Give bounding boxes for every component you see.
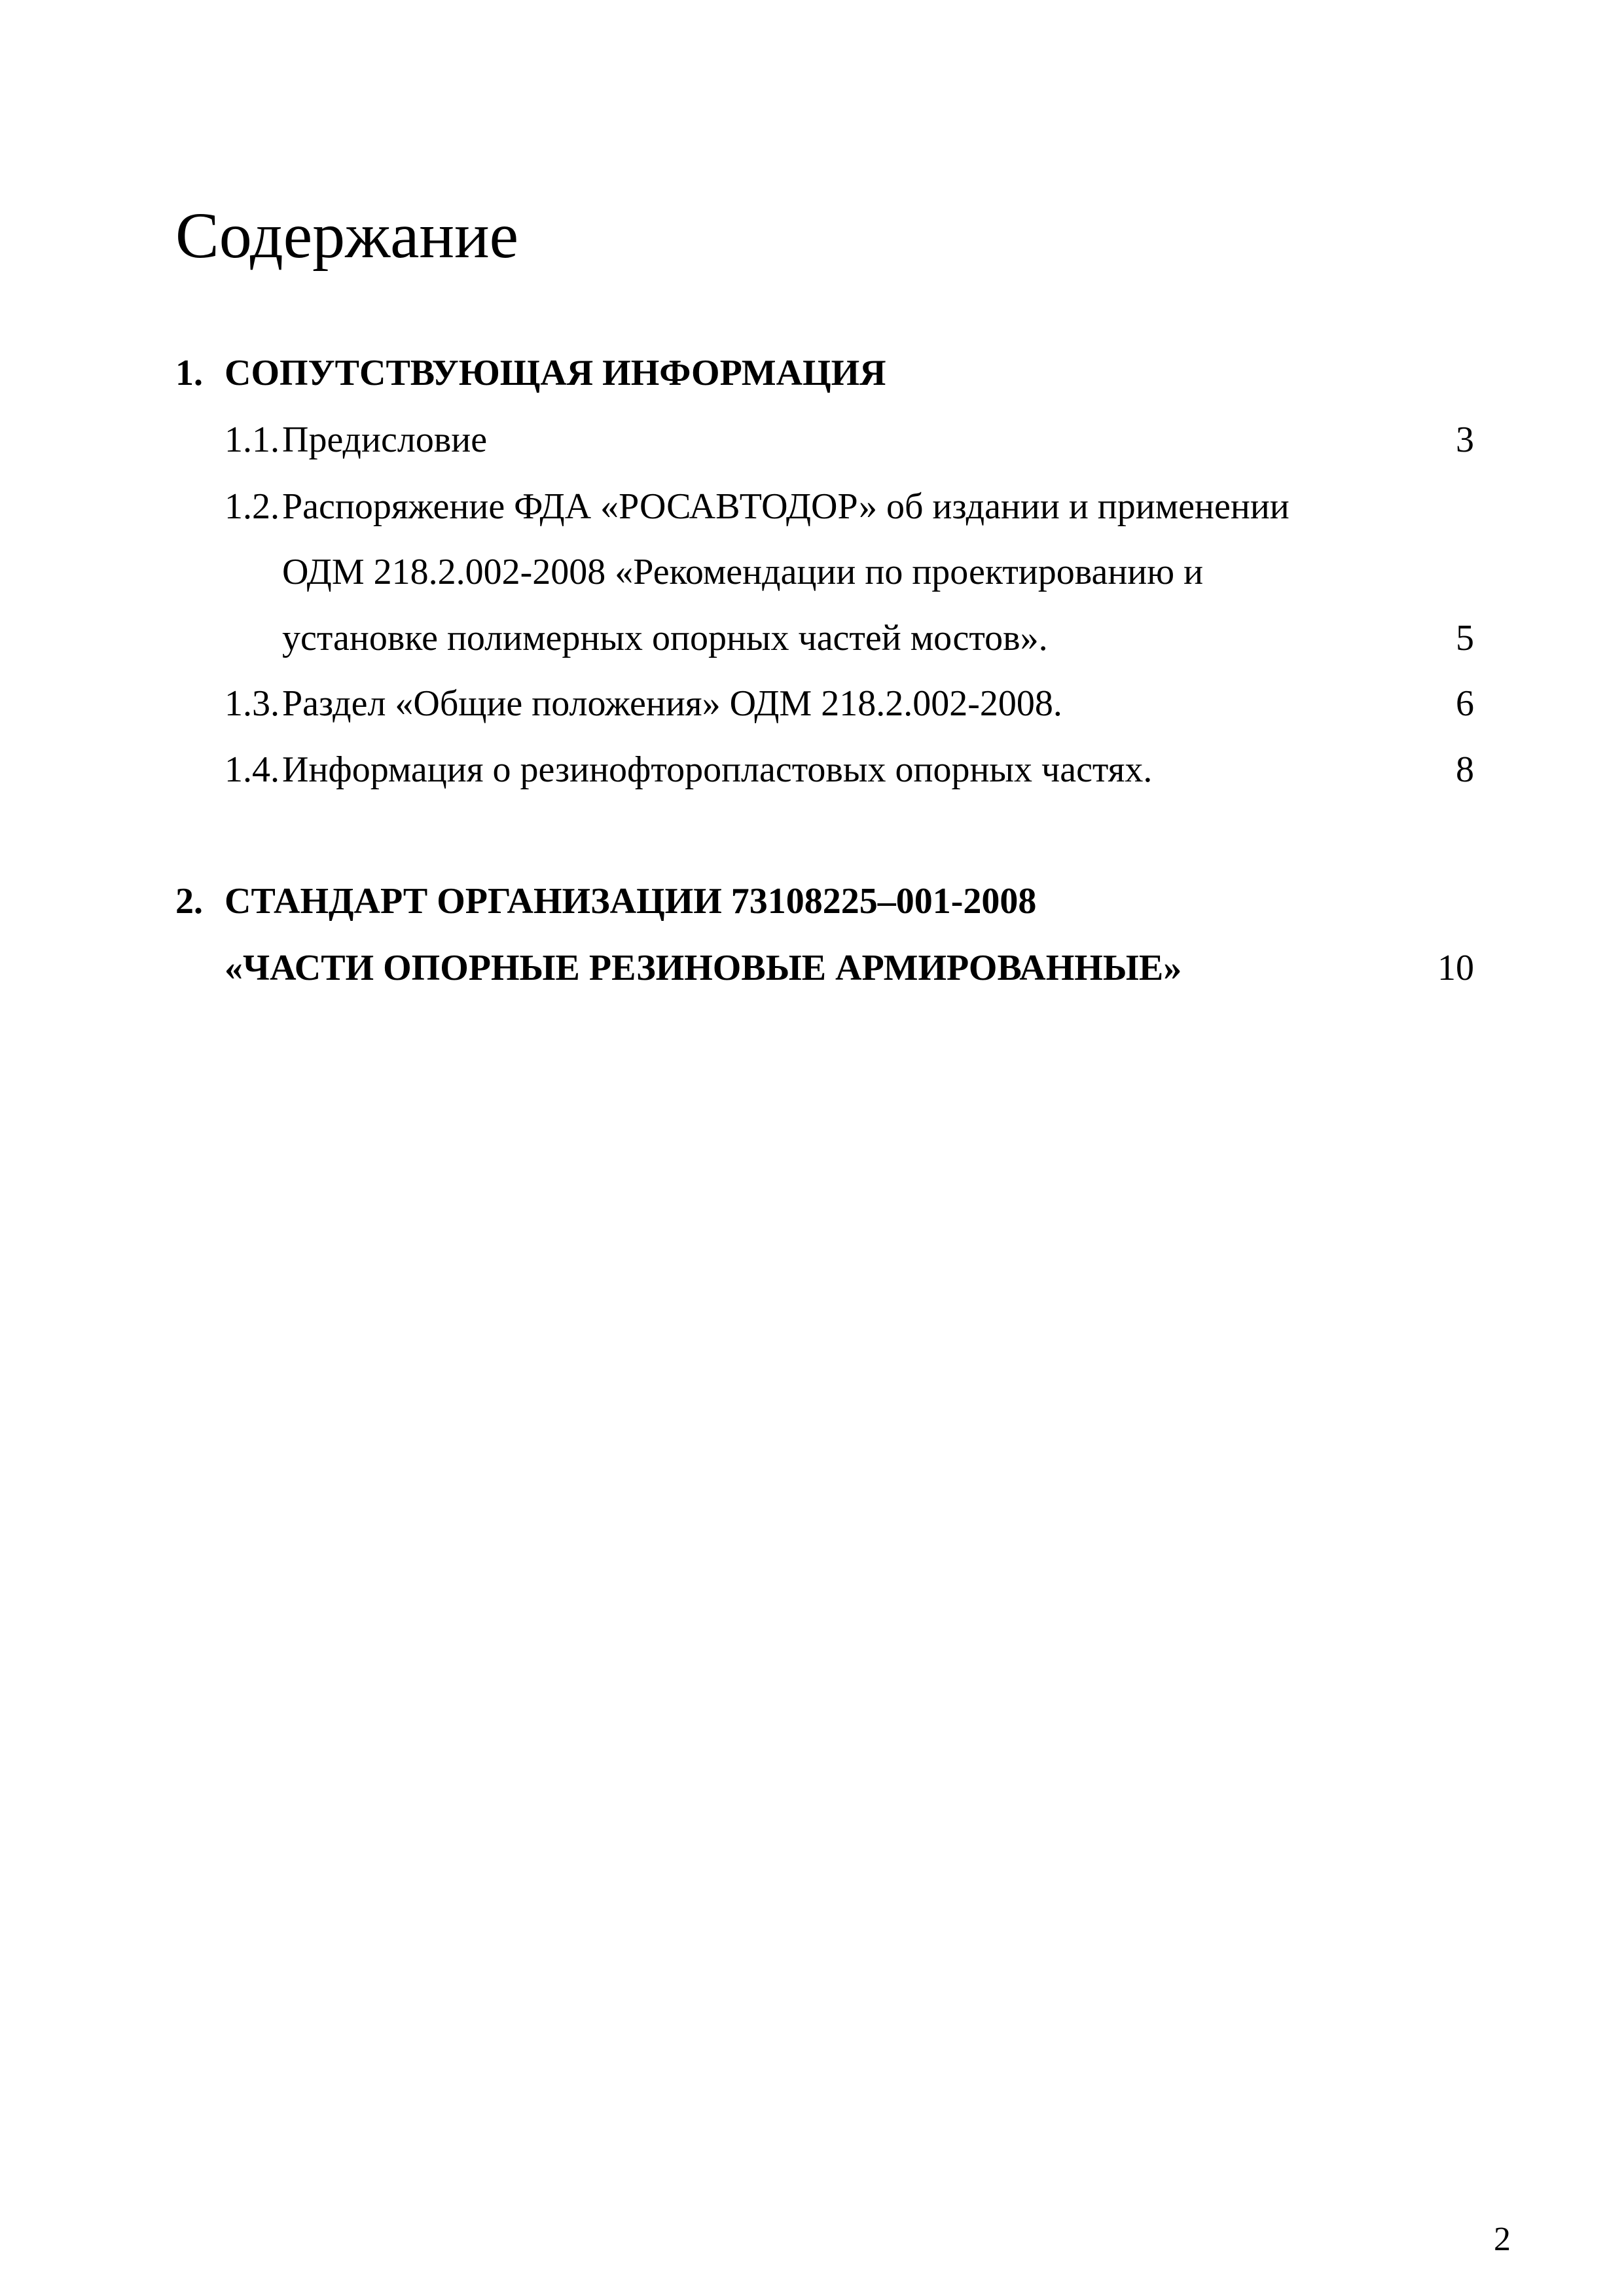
entry-number: 1.2.	[225, 486, 280, 527]
section-title-line: СТАНДАРТ ОРГАНИЗАЦИИ 73108225–001-2008	[225, 881, 1037, 922]
entry-title: Информация о резинофторопластовых опорных частях.	[282, 749, 1153, 790]
section-number: 2.	[175, 881, 203, 922]
section-page-number: 10	[1437, 948, 1474, 988]
entry-title-line: ОДМ 218.2.002-2008 «Рекомендации по проектированию и	[282, 552, 1204, 592]
entry-title-line: установке полимерных опорных частей мостов».	[282, 618, 1048, 658]
entry-title: Раздел «Общие положения» ОДМ 218.2.002-2008.	[282, 683, 1062, 724]
section-number: 1.	[175, 353, 203, 393]
entry-title: Предисловие	[282, 420, 488, 460]
page-number: 2	[1494, 2221, 1511, 2258]
entry-page-number: 3	[1456, 420, 1474, 460]
section-title: СОПУТСТВУЮЩАЯ ИНФОРМАЦИЯ	[225, 353, 886, 393]
section-title-line: «ЧАСТИ ОПОРНЫЕ РЕЗИНОВЫЕ АРМИРОВАННЫЕ»	[225, 948, 1182, 988]
entry-page-number: 6	[1456, 683, 1474, 724]
entry-number: 1.3.	[225, 683, 280, 724]
entry-number: 1.1.	[225, 420, 280, 460]
entry-title-line: Распоряжение ФДА «РОСАВТОДОР» об издании и применении	[282, 486, 1290, 527]
entry-page-number: 8	[1456, 749, 1474, 790]
page-title: Содержание	[175, 199, 518, 272]
entry-page-number: 5	[1456, 618, 1474, 658]
entry-number: 1.4.	[225, 749, 280, 790]
